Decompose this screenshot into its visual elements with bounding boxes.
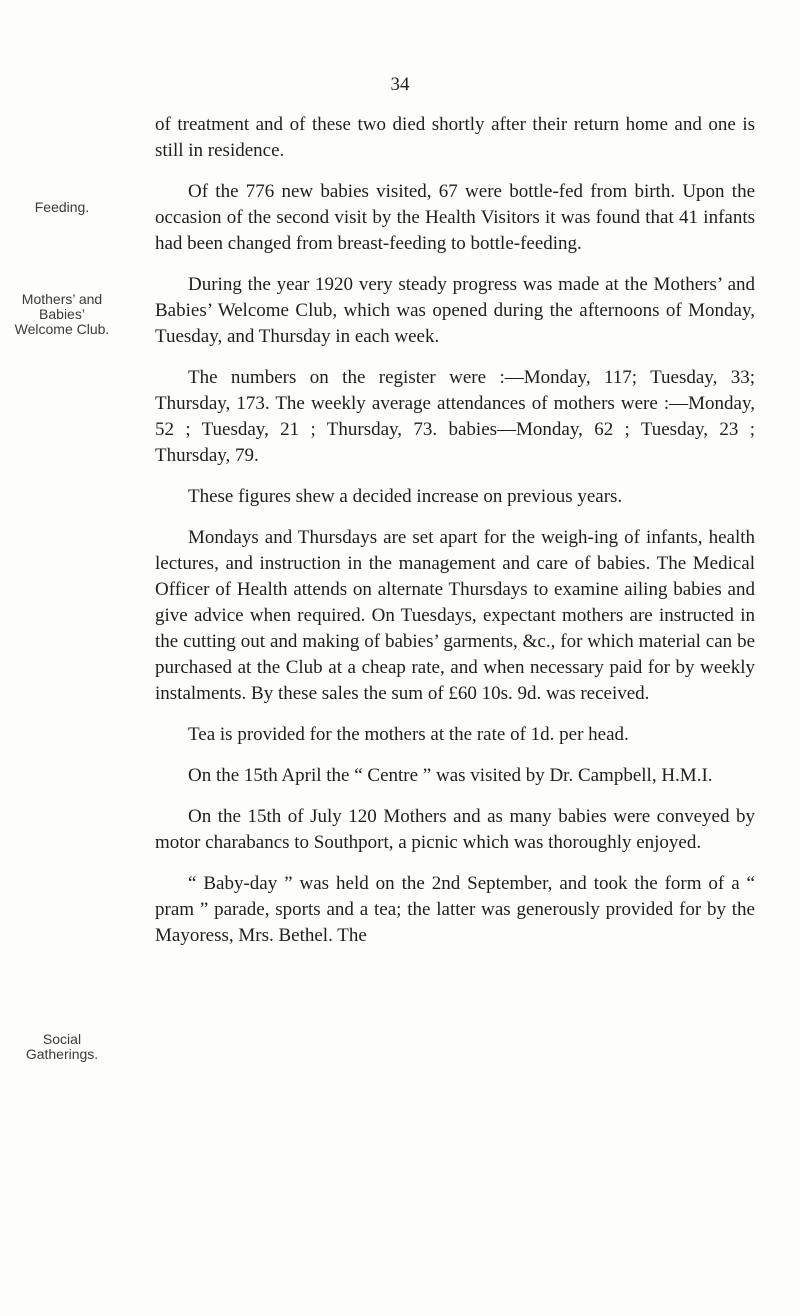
paragraph-bottle-fed: Of the 776 new babies visited, 67 were bottle-fed from birth. Upon the occasion of the second visit by the Health Visitors it was found that 41 infants had been changed from breast-feeding to bottle-feeding.: [155, 181, 755, 254]
paragraph-continuation: of treatment and of these two died shortly after their return home and one is still in residence.: [155, 114, 755, 161]
paragraph-welcome-club: During the year 1920 very steady progress was made at the Mothers’ and Babies’ Welcome Club, which was opened during the afternoons of Monday, Tuesday, and Thursday in each week.: [155, 274, 755, 347]
page-number: 34: [390, 74, 410, 95]
paragraph-figures: These figures shew a decided increase on previous years.: [188, 486, 623, 507]
paragraph-baby-day: “ Baby-day ” was held on the 2nd September, and took the form of a “ pram ” parade, sports and a tea; the latter was generously provided for by the Mayoress, Mrs. Bethel. The: [155, 873, 755, 946]
paragraph-mondays-thursdays: Mondays and Thursdays are set apart for the weigh-ing of infants, health lectures, and instruction in the management and care of babies. The Medical Officer of Health attends on alternate Thursdays to examine ailing babies and give advice when required. On Tuesdays, expectant mothers are instructed in the cutting out and making of babies’ garments, &c., for which material can be purchased at the Club at a cheap rate, and when necessary paid for by weekly instalments. By these sales the sum of £60 10s. 9d. was received.: [155, 527, 755, 704]
body-text: [155, 112, 755, 964]
paragraph-southport-picnic: On the 15th of July 120 Mothers and as many babies were conveyed by motor charabancs to Southport, a picnic which was thoroughly enjoyed.: [155, 806, 755, 853]
margin-note-social-gatherings: Social Gatherings.: [25, 1031, 99, 1062]
paragraph-register-numbers: The numbers on the register were :—Monday, 117; Tuesday, 33; Thursday, 173. The weekly average attendances of mothers were :—Monday, 52 ; Tuesday, 21 ; Thursday, 73. babies—Monday, 62 ; Tuesday, 23 ; Thursday, 79.: [155, 367, 755, 466]
margin-note-feeding: Feeding.: [34, 199, 90, 215]
margin-note-mothers-club: Mothers’ and Babies’ Welcome Club.: [14, 291, 110, 337]
paragraph-tea: Tea is provided for the mothers at the rate of 1d. per head.: [188, 724, 629, 745]
paragraph-centre-visit: On the 15th April the “ Centre ” was visited by Dr. Campbell, H.M.I.: [188, 765, 713, 786]
